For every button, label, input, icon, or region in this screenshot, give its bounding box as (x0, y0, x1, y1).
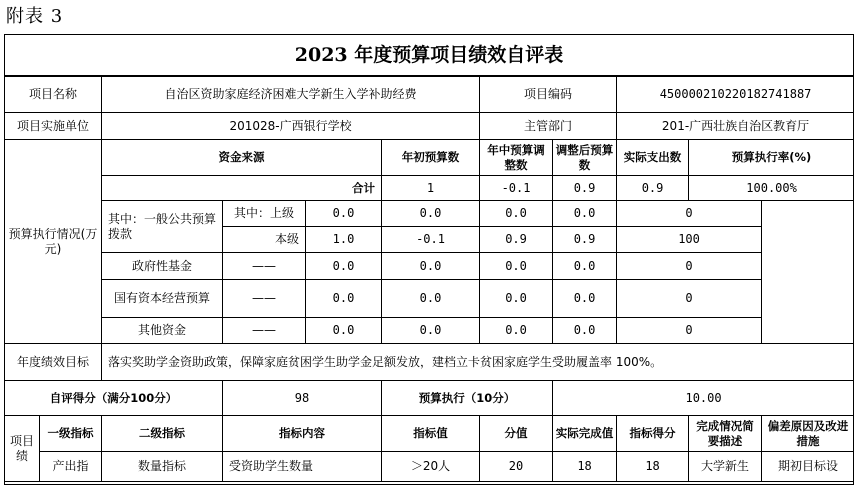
other-funds-initial: 0.0 (306, 318, 382, 344)
gov-fund-adjust: 0.0 (382, 253, 480, 280)
self-score-value: 98 (223, 381, 382, 416)
evaluation-form (4, 34, 854, 485)
indicator-score-header: 指标得分 (617, 416, 689, 452)
local-initial: 1.0 (306, 227, 382, 253)
total-label: 合计 (102, 176, 382, 201)
project-code-label: 项目编码 (480, 77, 617, 113)
completion-desc-header: 完成情况简要描述 (689, 416, 762, 452)
department-label: 主管部门 (480, 113, 617, 140)
other-funds-label: 其他资金 (102, 318, 223, 344)
execution-rate-header: 预算执行率(%) (689, 140, 854, 176)
total-actual: 0.9 (617, 176, 689, 201)
upper-rate: 0 (617, 201, 762, 227)
state-capital-adjust: 0.0 (382, 280, 480, 318)
budget-section-label: 预算执行情况(万元) (5, 140, 102, 344)
budget-exec-value: 10.00 (553, 381, 854, 416)
points-header: 分值 (480, 416, 553, 452)
state-capital-rate: 0 (617, 280, 762, 318)
indicator-score-cell: 18 (617, 452, 689, 482)
level1-cell: 产出指 (40, 452, 102, 482)
actual-spend-header: 实际支出数 (617, 140, 689, 176)
gov-fund-actual: 0.0 (553, 253, 617, 280)
project-code-value: 450000210220182741887 (617, 77, 854, 113)
target-header: 指标值 (382, 416, 480, 452)
general-budget-label: 其中：一般公共预算拨款 (102, 201, 223, 253)
content-header: 指标内容 (223, 416, 382, 452)
gov-fund-label: 政府性基金 (102, 253, 223, 280)
level2-cell: 数量指标 (102, 452, 223, 482)
form-title: 2023 年度预算项目绩效自评表 (5, 35, 853, 76)
local-actual: 0.9 (553, 227, 617, 253)
total-initial: 1 (382, 176, 480, 201)
other-funds-actual: 0.0 (553, 318, 617, 344)
upper-initial: 0.0 (306, 201, 382, 227)
other-funds-after: 0.0 (480, 318, 553, 344)
points-cell: 20 (480, 452, 553, 482)
state-capital-actual: 0.0 (553, 280, 617, 318)
other-funds-adjust: 0.0 (382, 318, 480, 344)
level1-header: 一级指标 (40, 416, 102, 452)
local-adjust: -0.1 (382, 227, 480, 253)
upper-actual: 0.0 (553, 201, 617, 227)
completion-desc-cell: 大学新生 (689, 452, 762, 482)
level2-header: 二级指标 (102, 416, 223, 452)
state-capital-dash: —— (223, 280, 306, 318)
local-level-label: 本级 (223, 227, 306, 253)
total-rate: 100.00% (689, 176, 854, 201)
project-name-label: 项目名称 (5, 77, 102, 113)
annual-goal-text: 落实奖助学金资助政策，保障家庭贫困学生助学金足额发放，建档立卡贫困家庭学生受助履盖率 100%。 (102, 344, 854, 381)
self-score-label: 自评得分（满分100分） (5, 381, 223, 416)
content-cell: 受资助学生数量 (223, 452, 382, 482)
funding-source-header: 资金来源 (102, 140, 382, 176)
implementing-unit-label: 项目实施单位 (5, 113, 102, 140)
state-capital-after: 0.0 (480, 280, 553, 318)
other-funds-dash: —— (223, 318, 306, 344)
actual-value-cell: 18 (553, 452, 617, 482)
budget-exec-label: 预算执行（10分） (382, 381, 553, 416)
target-cell: ＞20人 (382, 452, 480, 482)
table-row (5, 452, 855, 482)
total-adjust: -0.1 (480, 176, 553, 201)
total-after: 0.9 (553, 176, 617, 201)
local-after: 0.9 (480, 227, 553, 253)
gov-fund-initial: 0.0 (306, 253, 382, 280)
gov-fund-rate: 0 (617, 253, 762, 280)
gov-fund-after: 0.0 (480, 253, 553, 280)
department-value: 201-广西壮族自治区教育厅 (617, 113, 854, 140)
upper-adjust: 0.0 (382, 201, 480, 227)
actual-value-header: 实际完成值 (553, 416, 617, 452)
deviation-reason-cell: 期初目标设 (762, 452, 854, 482)
annual-goal-label: 年度绩效目标 (5, 344, 102, 381)
gov-fund-dash: —— (223, 253, 306, 280)
deviation-reason-header: 偏差原因及改进措施 (762, 416, 854, 452)
midyear-adjust-header: 年中预算调整数 (480, 140, 553, 176)
state-capital-label: 国有资本经营预算 (102, 280, 223, 318)
evaluation-table (4, 76, 854, 482)
implementing-unit-value: 201028-广西银行学校 (102, 113, 480, 140)
local-rate: 100 (617, 227, 762, 253)
upper-level-label: 其中：上级 (223, 201, 306, 227)
indicators-section-label: 项目绩 (5, 416, 40, 482)
adjusted-budget-header: 调整后预算数 (553, 140, 617, 176)
upper-after: 0.0 (480, 201, 553, 227)
project-name-value: 自治区资助家庭经济困难大学新生入学补助经费 (102, 77, 480, 113)
document-caption: 附表 3 (6, 6, 64, 27)
state-capital-initial: 0.0 (306, 280, 382, 318)
initial-budget-header: 年初预算数 (382, 140, 480, 176)
other-funds-rate: 0 (617, 318, 762, 344)
